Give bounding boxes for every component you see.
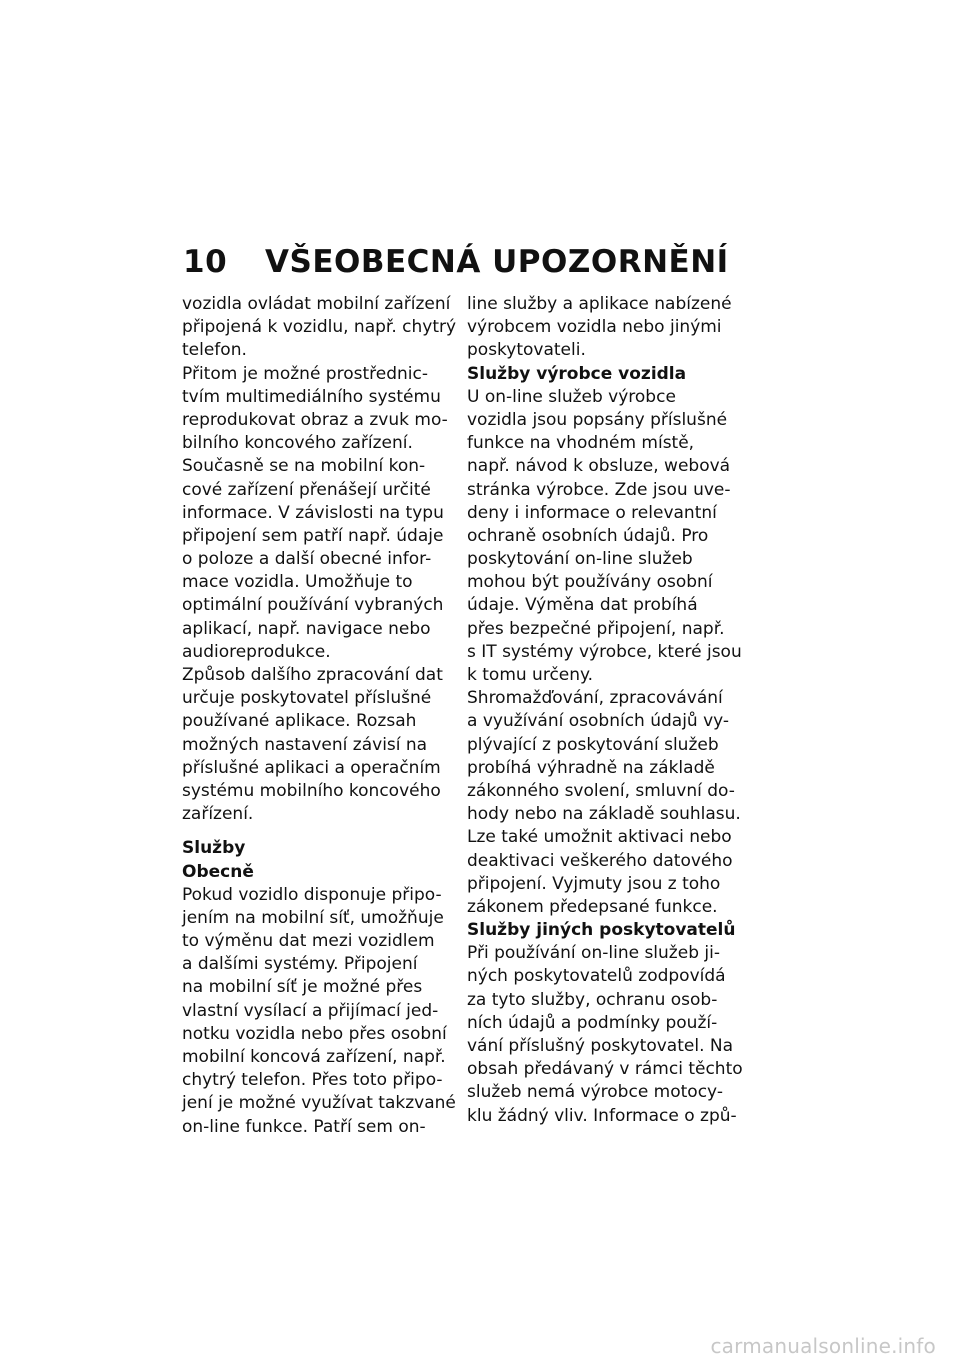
text-line: Způsob dalšího zpracování dat xyxy=(182,665,443,685)
text-line: údaje. Výměna dat probíhá xyxy=(467,595,698,616)
text-line: reprodukovat obraz a zvuk mo- xyxy=(182,409,448,430)
text-line: klu žádný vliv. Informace o způ- xyxy=(467,1105,737,1126)
text-line: bilního koncového zařízení. xyxy=(182,433,413,454)
text-line: poskytování on-line služeb xyxy=(467,549,693,570)
text-line: jením na mobilní síť, umožňuje xyxy=(182,907,444,928)
text-line: stránka výrobce. Zde jsou uve- xyxy=(467,479,731,500)
text-line: zákonem předepsané funkce. xyxy=(467,896,718,917)
text-line: probíhá výhradně na základě xyxy=(467,757,715,778)
text-line: služeb nemá výrobce motocy- xyxy=(467,1082,723,1103)
text-line: určuje poskytovatel příslušné xyxy=(182,688,432,709)
text-line: chytrý telefon. Přes toto připo- xyxy=(182,1070,443,1091)
text-line: přes bezpečné připojení, např. xyxy=(467,618,725,639)
text-line: připojení. Vyjmuty jsou z toho xyxy=(467,873,721,894)
text-line: za tyto služby, ochranu osob- xyxy=(467,989,718,1010)
text-line: poskytovateli. xyxy=(467,340,586,361)
text-line: zařízení. xyxy=(182,804,254,825)
chapter-title: VŠEOBECNÁ UPOZORNĚNÍ xyxy=(265,244,729,280)
text-line: možných nastavení závisí na xyxy=(182,734,428,755)
text-line: Současně se na mobilní kon- xyxy=(182,456,426,477)
left-text-column xyxy=(182,293,457,1139)
chapter-number: 10 xyxy=(183,244,228,280)
text-line: audioreprodukce. xyxy=(182,641,331,662)
text-line: Shromažďování, zpracovávání xyxy=(467,688,723,709)
text-line: a využívání osobních údajů vy- xyxy=(467,711,730,732)
text-line: ných poskytovatelů zodpovídá xyxy=(467,966,726,987)
text-line: ochraně osobních údajů. Pro xyxy=(467,525,709,546)
section-heading: Služby výrobce vozidla xyxy=(467,363,687,384)
text-line: výrobcem vozidla nebo jinými xyxy=(467,317,722,338)
text-line: aplikací, např. navigace nebo xyxy=(182,618,431,639)
text-line: systému mobilního koncového xyxy=(182,780,441,801)
text-line: o poloze a další obecné infor- xyxy=(182,549,432,570)
watermark-text: carmanualsonline.info xyxy=(710,1334,936,1358)
text-line: připojená k vozidlu, např. chytrý xyxy=(182,317,457,338)
text-line: např. návod k obsluze, webová xyxy=(467,456,731,477)
text-line: Lze také umožnit aktivaci nebo xyxy=(467,827,732,848)
text-line: on-line funkce. Patří sem on- xyxy=(182,1116,426,1137)
text-line: na mobilní síť je možné přes xyxy=(182,977,423,998)
text-line: s IT systémy výrobce, které jsou xyxy=(467,641,742,662)
watermark-bar xyxy=(0,1330,960,1362)
text-line: tvím multimediálního systému xyxy=(182,386,441,407)
text-line: telefon. xyxy=(182,340,247,361)
text-line: Přitom je možné prostřednic- xyxy=(182,363,428,384)
text-line: k tomu určeny. xyxy=(467,665,594,685)
text-line: připojení sem patří např. údaje xyxy=(182,525,444,546)
text-line: to výměnu dat mezi vozidlem xyxy=(182,931,435,952)
text-line: příslušné aplikaci a operačním xyxy=(182,757,441,778)
text-line: plývající z poskytování služeb xyxy=(467,734,719,755)
right-text-column xyxy=(467,293,743,1128)
section-heading: Obecně xyxy=(182,861,254,882)
text-line: notku vozidla nebo přes osobní xyxy=(182,1023,447,1044)
text-line: deaktivaci veškerého datového xyxy=(467,850,733,871)
text-line: deny i informace o relevantní xyxy=(467,502,717,523)
text-line: informace. V závislosti na typu xyxy=(182,502,444,523)
text-line: U on-line služeb výrobce xyxy=(467,386,676,407)
text-line: funkce na vhodném místě, xyxy=(467,433,695,454)
text-line: mohou být používány osobní xyxy=(467,572,713,593)
text-line: jení je možné využívat takzvané xyxy=(182,1093,456,1114)
text-line: zákonného svolení, smluvní do- xyxy=(467,780,735,801)
section-heading: Služby jiných poskytovatelů xyxy=(467,920,736,941)
text-line: vání příslušný poskytovatel. Na xyxy=(467,1036,734,1056)
text-line: mobilní koncová zařízení, např. xyxy=(182,1047,446,1067)
text-line: obsah předávaný v rámci těchto xyxy=(467,1059,743,1080)
text-line: Při používání on-line služeb ji- xyxy=(467,943,720,964)
page-header xyxy=(183,238,743,286)
text-line: používané aplikace. Rozsah xyxy=(182,711,417,732)
text-line: a dalšími systémy. Připojení xyxy=(182,954,418,975)
text-line: hody nebo na základě souhlasu. xyxy=(467,804,741,825)
text-line: vozidla jsou popsány příslušné xyxy=(467,409,728,430)
section-heading: Služby xyxy=(182,838,246,859)
text-line: Pokud vozidlo disponuje připo- xyxy=(182,884,442,905)
text-line: optimální používání vybraných xyxy=(182,595,444,616)
text-line: mace vozidla. Umožňuje to xyxy=(182,572,413,593)
text-line: ních údajů a podmínky použí- xyxy=(467,1012,718,1033)
text-line: cové zařízení přenášejí určité xyxy=(182,479,431,500)
text-line: vlastní vysílací a přijímací jed- xyxy=(182,1000,439,1021)
text-line: vozidla ovládat mobilní zařízení xyxy=(182,294,451,314)
paragraph-spacer xyxy=(182,826,452,837)
text-line: line služby a aplikace nabízené xyxy=(467,294,732,314)
